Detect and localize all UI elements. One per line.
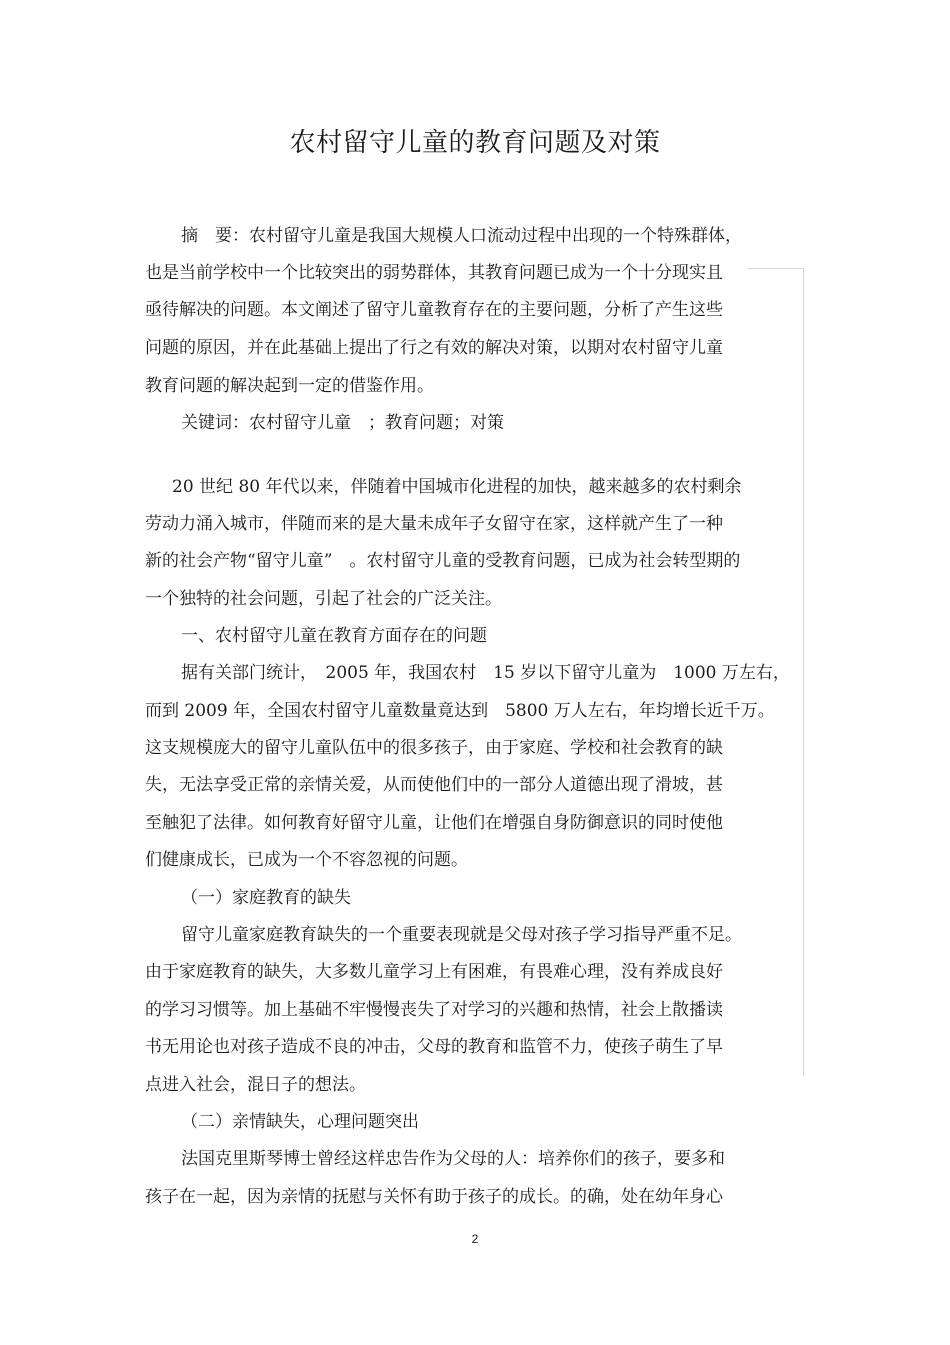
section1-line-1: 据有关部门统计， 2005 年，我国农村 15 岁以下留守儿童为 1000 万左右， — [181, 663, 790, 683]
section1-line-5: 至触犯了法律。如何教育好留守儿童，让他们在增强自身防御意识的同时使他 — [145, 813, 723, 833]
subsection1-line-4: 书无用论也对孩子造成不良的冲击，父母的教育和监管不力，使孩子萌生了早 — [145, 1037, 723, 1057]
section1-line-4: 失，无法享受正常的亲情关爱，从而使他们中的一部分人道德出现了滑坡，甚 — [145, 775, 723, 795]
intro-line-2: 劳动力涌入城市，伴随而来的是大量未成年子女留守在家，这样就产生了一种 — [145, 514, 723, 534]
abstract-line-3: 亟待解决的问题。本文阐述了留守儿童教育存在的主要问题，分析了产生这些 — [145, 300, 723, 320]
subsection1-line-2: 由于家庭教育的缺失，大多数儿童学习上有困难，有畏难心理，没有养成良好 — [145, 962, 723, 982]
subsection2-line-1: 法国克里斯琴博士曾经这样忠告作为父母的人：培养你们的孩子，要多和 — [181, 1149, 725, 1169]
section1-line-6: 们健康成长，已成为一个不容忽视的问题。 — [145, 850, 468, 870]
intro-line-3: 新的社会产物“留守儿童” 。农村留守儿童的受教育问题，已成为社会转型期的 — [145, 551, 741, 571]
subsection2-line-2: 孩子在一起，因为亲情的抚慰与关怀有助于孩子的成长。的确，处在幼年身心 — [145, 1187, 723, 1207]
abstract-line-4: 问题的原因，并在此基础上提出了行之有效的解决对策，以期对农村留守儿童 — [145, 338, 723, 358]
subsection-heading-1: （一）家庭教育的缺失 — [181, 888, 351, 908]
intro-line-1: 20 世纪 80 年代以来，伴随着中国城市化进程的加快，越来越多的农村剩余 — [172, 477, 742, 497]
subsection1-line-5: 点进入社会，混日子的想法。 — [145, 1075, 366, 1095]
subsection1-line-1: 留守儿童家庭教育缺失的一个重要表现就是父母对孩子学习指导严重不足。 — [181, 925, 742, 945]
subsection-heading-2: （二）亲情缺失，心理问题突出 — [181, 1112, 419, 1132]
keywords-line: 关键词：农村留守儿童 ；教育问题；对策 — [181, 413, 504, 433]
abstract-line-5: 教育问题的解决起到一定的借鉴作用。 — [145, 376, 434, 396]
intro-line-4: 一个独特的社会问题，引起了社会的广泛关注。 — [145, 589, 502, 609]
frame-top-border — [748, 268, 804, 269]
subsection1-line-3: 的学习习惯等。加上基础不牢慢慢丧失了对学习的兴趣和热情，社会上散播读 — [145, 1000, 723, 1020]
document-title: 农村留守儿童的教育问题及对策 — [289, 128, 661, 158]
frame-right-border — [803, 268, 804, 1076]
abstract-line-1: 摘 要：农村留守儿童是我国大规模人口流动过程中出现的一个特殊群体， — [181, 226, 742, 246]
abstract-line-2: 也是当前学校中一个比较突出的弱势群体，其教育问题已成为一个十分现实且 — [145, 263, 723, 283]
section1-line-2: 而到 2009 年，全国农村留守儿童数量竟达到 5800 万人左右，年均增长近千万。 — [145, 701, 775, 721]
section-heading-1: 一、农村留守儿童在教育方面存在的问题 — [181, 626, 487, 646]
page-number: 2 — [471, 1232, 479, 1246]
section1-line-3: 这支规模庞大的留守儿童队伍中的很多孩子，由于家庭、学校和社会教育的缺 — [145, 738, 723, 758]
